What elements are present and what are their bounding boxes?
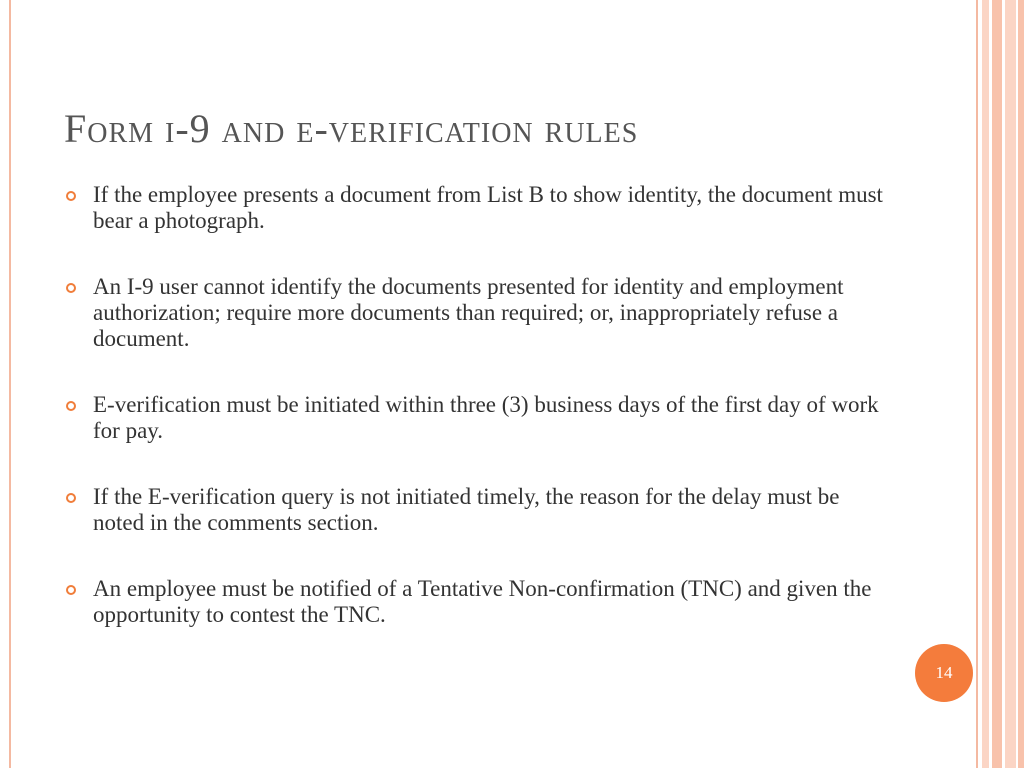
bullet-list bbox=[64, 182, 884, 668]
bullet-item bbox=[64, 182, 884, 234]
bullet-circle-icon bbox=[66, 283, 76, 293]
bullet-circle-icon bbox=[66, 401, 76, 411]
frame-band-right-4 bbox=[1018, 0, 1024, 768]
bullet-text: If the E-verification query is not initiated timely, the reason for the delay must be noted in the comments section. bbox=[93, 484, 840, 535]
frame-band-right-2 bbox=[992, 0, 1002, 768]
bullet-item bbox=[64, 274, 884, 352]
bullet-circle-icon bbox=[66, 493, 76, 503]
bullet-text: An I-9 user cannot identify the documents presented for identity and employment authorization; require more documents than required; or, inappropriately refuse a document. bbox=[93, 274, 844, 351]
bullet-circle-icon bbox=[66, 191, 76, 201]
bullet-circle-icon bbox=[66, 585, 76, 595]
bullet-text: If the employee presents a document from List B to show identity, the document must bear a photograph. bbox=[93, 182, 883, 233]
bullet-text: E-verification must be initiated within three (3) business days of the first day of work for pay. bbox=[93, 392, 879, 443]
frame-band-right-3 bbox=[1005, 0, 1016, 768]
frame-line-left bbox=[9, 0, 11, 768]
frame-band-right-1 bbox=[982, 0, 989, 768]
bullet-item bbox=[64, 576, 884, 628]
bullet-item bbox=[64, 484, 884, 536]
page-number-badge: 14 bbox=[915, 644, 973, 702]
bullet-item bbox=[64, 392, 884, 444]
slide-title: Form i-9 and e-verification rules bbox=[64, 106, 639, 151]
bullet-text: An employee must be notified of a Tentative Non-confirmation (TNC) and given the opportunity to contest the TNC. bbox=[93, 576, 872, 627]
frame-line-right bbox=[976, 0, 978, 768]
